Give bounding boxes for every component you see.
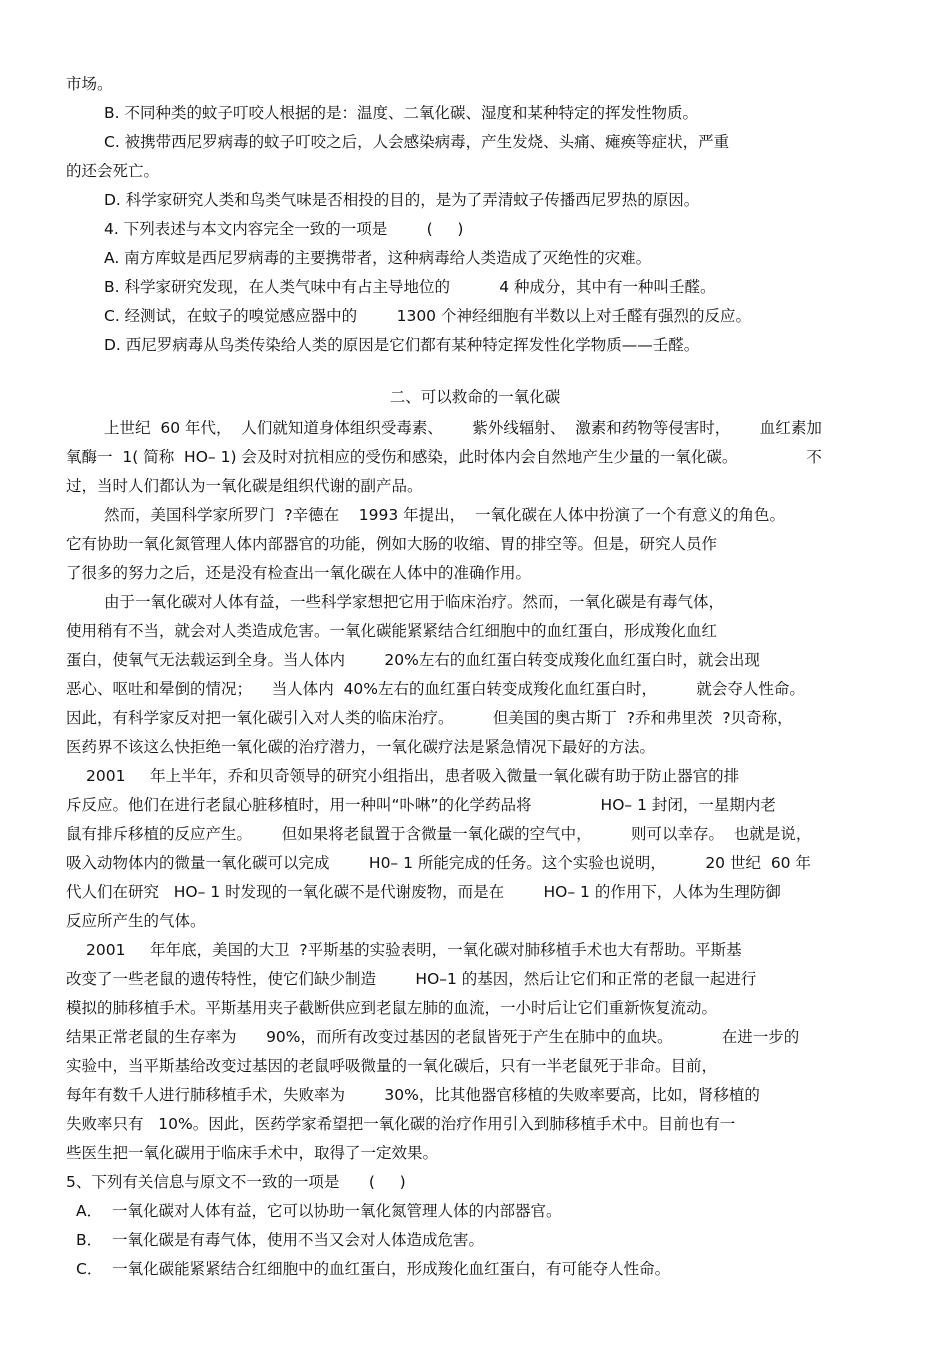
- paragraph-line: 上世纪 60 年代， 人们就知道身体组织受毒素、 紫外线辐射、 激素和药物等侵害时， 血红素加: [104, 419, 822, 437]
- question-4: 4. 下列表述与本文内容完全一致的一项是 ( ): [104, 220, 464, 238]
- paragraph-line: 蛋白，使氧气无法载运到全身。当人体内 20%左右的血红蛋白转变成羧化血红蛋白时，就会出现: [66, 651, 760, 669]
- option-b: B． 一氧化碳是有毒气体，使用不当又会对人体造成危害。: [76, 1231, 484, 1249]
- text-line: 市场。: [66, 75, 113, 93]
- paragraph-line: 由于一氧化碳对人体有益，一些科学家想把它用于临床治疗。然而，一氧化碳是有毒气体，: [104, 593, 725, 611]
- paragraph-line: 因此，有科学家反对把一氧化碳引入对人类的临床治疗。 但美国的奥古斯丁 ?乔和弗里茨 ?贝奇称，: [66, 709, 793, 727]
- option-c: C. 经测试，在蚊子的嗅觉感应器中的 1300 个神经细胞有半数以上对壬醛有强烈的反应。: [104, 307, 751, 325]
- option-d: D. 西尼罗病毒从鸟类传染给人类的原因是它们都有某种特定挥发性化学物质——壬醛。: [104, 336, 700, 354]
- paragraph-line: 2001 年上半年，乔和贝奇领导的研究小组指出，患者吸入微量一氧化碳有助于防止器官的排: [86, 767, 740, 785]
- paragraph-line: 代人们在研究 HO– 1 时发现的一氧化碳不是代谢废物，而是在 HO– 1 的作用下，人体为生理防御: [66, 883, 781, 901]
- option-d: D. 科学家研究人类和鸟类气味是否相投的目的，是为了弄清蚊子传播西尼罗热的原因。: [104, 191, 700, 209]
- paragraph-line: 结果正常老鼠的生存率为 90%，而所有改变过基因的老鼠皆死于产生在肺中的血块。 在进一步的: [66, 1028, 800, 1046]
- paragraph-line: 然而，美国科学家所罗门 ?辛德在 1993 年提出， 一氧化碳在人体中扮演了一个有意义的角色。: [104, 506, 786, 524]
- section-title: 二、可以救命的一氧化碳: [389, 388, 561, 406]
- text-line: 的还会死亡。: [66, 162, 160, 180]
- option-b: B. 科学家研究发现，在人类气味中有占主导地位的 4 种成分，其中有一种叫壬醛。: [104, 278, 716, 296]
- paragraph-line: 鼠有排斥移植的反应产生。 但如果将老鼠置于含微量一氧化碳的空气中， 则可以幸存。 也就是说，: [66, 825, 812, 843]
- option-a: A. 南方库蚊是西尼罗病毒的主要携带者，这种病毒给人类造成了灭绝性的灾难。: [104, 249, 652, 267]
- paragraph-line: 了很多的努力之后，还是没有检查出一氧化碳在人体中的准确作用。: [66, 564, 532, 582]
- paragraph-line: 模拟的肺移植手术。平斯基用夹子截断供应到老鼠左肺的血流，一小时后让它们重新恢复流动。: [66, 999, 718, 1017]
- paragraph-line: 失败率只有 10%。因此，医药学家希望把一氧化碳的治疗作用引入到肺移植手术中。目前也有一: [66, 1115, 736, 1133]
- paragraph-line: 恶心、呕吐和晕倒的情况； 当人体内 40%左右的血红蛋白转变成羧化血红蛋白时， 就会夺人性命。: [66, 680, 805, 698]
- paragraph-line: 反应所产生的气体。: [66, 912, 206, 930]
- paragraph-line: 2001 年年底，美国的大卫 ?平斯基的实验表明，一氧化碳对肺移植手术也大有帮助。平斯基: [86, 941, 742, 959]
- paragraph-line: 吸入动物体内的微量一氧化碳可以完成 H0– 1 所能完成的任务。这个实验也说明， 20 世纪 60 年: [66, 854, 811, 872]
- paragraph-line: 医药界不该这么快拒绝一氧化碳的治疗潜力，一氧化碳疗法是紧急情况下最好的方法。: [66, 738, 656, 756]
- paragraph-line: 它有协助一氧化氮管理人体内部器官的功能，例如大肠的收缩、胃的排空等。但是，研究人员作: [66, 535, 718, 553]
- question-5: 5、下列有关信息与原文不一致的一项是 ( ): [66, 1173, 406, 1191]
- paragraph-line: 改变了一些老鼠的遗传特性，使它们缺少制造 HO–1 的基因，然后让它们和正常的老鼠一起进行: [66, 970, 757, 988]
- paragraph-line: 实验中，当平斯基给改变过基因的老鼠呼吸微量的一氧化碳后，只有一半老鼠死于非命。目前，: [66, 1057, 718, 1075]
- paragraph-line: 过，当时人们都认为一氧化碳是组织代谢的副产品。: [66, 477, 423, 495]
- paragraph-line: 氧酶一 1( 简称 HO– 1) 会及时对抗相应的受伤和感染，此时体内会自然地产生少量的一氧化碳。 不: [66, 448, 822, 466]
- option-a: A． 一氧化碳对人体有益，它可以协助一氧化氮管理人体的内部器官。: [76, 1202, 562, 1220]
- paragraph-line: 使用稍有不当，就会对人类造成危害。一氧化碳能紧紧结合红细胞中的血红蛋白，形成羧化血红: [66, 622, 718, 640]
- option-c: C. 被携带西尼罗病毒的蚊子叮咬之后，人会感染病毒，产生发烧、头痛、瘫痪等症状，严重: [104, 133, 730, 151]
- paragraph-line: 些医生把一氧化碳用于临床手术中，取得了一定效果。: [66, 1144, 439, 1162]
- paragraph-line: 斥反应。他们在进行老鼠心脏移植时，用一种叫“卟啉”的化学药品将 HO– 1 封闭，一星期内老: [66, 796, 776, 814]
- option-b: B. 不同种类的蚊子叮咬人根据的是：温度、二氧化碳、湿度和某种特定的挥发性物质。: [104, 104, 698, 122]
- paragraph-line: 每年有数千人进行肺移植手术，失败率为 30%，比其他器官移植的失败率要高，比如，肾移植的: [66, 1086, 760, 1104]
- option-c: C． 一氧化碳能紧紧结合红细胞中的血红蛋白，形成羧化血红蛋白，有可能夺人性命。: [76, 1260, 671, 1278]
